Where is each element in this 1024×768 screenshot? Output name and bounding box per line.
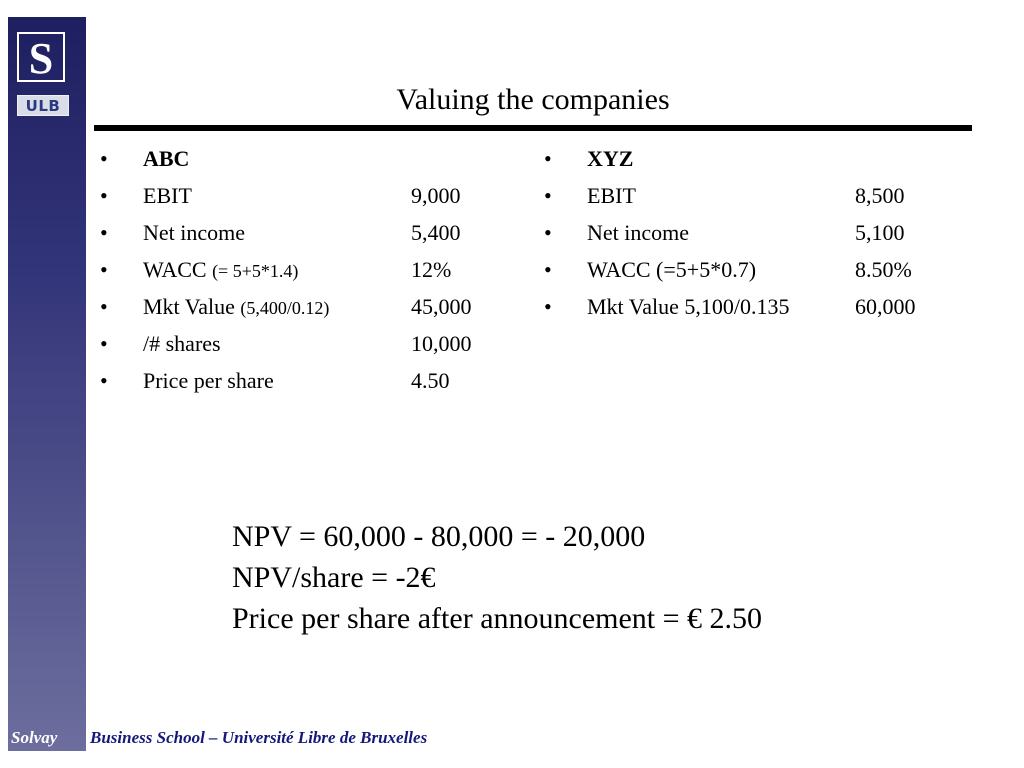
ulb-logo: ULB [17, 95, 69, 116]
row-value: 5,400 [411, 220, 461, 245]
row-value: 9,000 [411, 183, 461, 208]
footer-school: Business School – Université Libre de Bruxelles [90, 728, 428, 747]
bullet: • [544, 183, 552, 208]
row-label: Mkt Value 5,100/0.135 [587, 294, 790, 319]
row-label: EBIT [587, 183, 636, 208]
row-label: Net income [143, 220, 246, 245]
npv-summary [232, 516, 762, 639]
bullet: • [100, 257, 108, 282]
row-value: 8,500 [855, 183, 905, 208]
logo-s-icon [21, 35, 61, 79]
xyz-heading: XYZ [587, 146, 634, 171]
bullet: • [100, 294, 108, 319]
npv-per-share-line: NPV/share = -2€ [232, 561, 436, 594]
footer-solvay: Solvay [11, 728, 58, 747]
bullet: • [100, 220, 108, 245]
sidebar-band [8, 17, 86, 751]
bullet: • [100, 183, 108, 208]
row-label: /# shares [143, 331, 221, 356]
title-divider [94, 125, 972, 131]
abc-heading: ABC [143, 146, 190, 171]
slide-title: Valuing the companies [396, 83, 670, 116]
row-label: Net income [587, 220, 690, 245]
price-after-announcement-line: Price per share after announcement = € 2.50 [232, 602, 763, 635]
bullet: • [544, 257, 552, 282]
bullet: • [100, 368, 108, 393]
row-value: 4.50 [411, 368, 450, 393]
row-label: WACC (= 5+5*1.4) [143, 257, 299, 282]
row-label: EBIT [143, 183, 192, 208]
row-value: 45,000 [411, 294, 472, 319]
bullet: • [100, 331, 108, 356]
bullet: • [100, 146, 108, 171]
row-label: Price per share [143, 368, 274, 393]
bullet: • [544, 220, 552, 245]
row-value: 10,000 [411, 331, 472, 356]
row-value: 12% [411, 257, 452, 282]
solvay-logo [17, 32, 65, 82]
row-value: 8.50% [855, 257, 912, 282]
row-value: 60,000 [855, 294, 916, 319]
bullet: • [544, 146, 552, 171]
npv-line: NPV = 60,000 - 80,000 = - 20,000 [232, 520, 646, 553]
row-label: Mkt Value (5,400/0.12) [143, 294, 330, 319]
row-label: WACC (=5+5*0.7) [587, 257, 757, 282]
row-value: 5,100 [855, 220, 905, 245]
svg-text:S: S [28, 35, 54, 79]
bullet: • [544, 294, 552, 319]
